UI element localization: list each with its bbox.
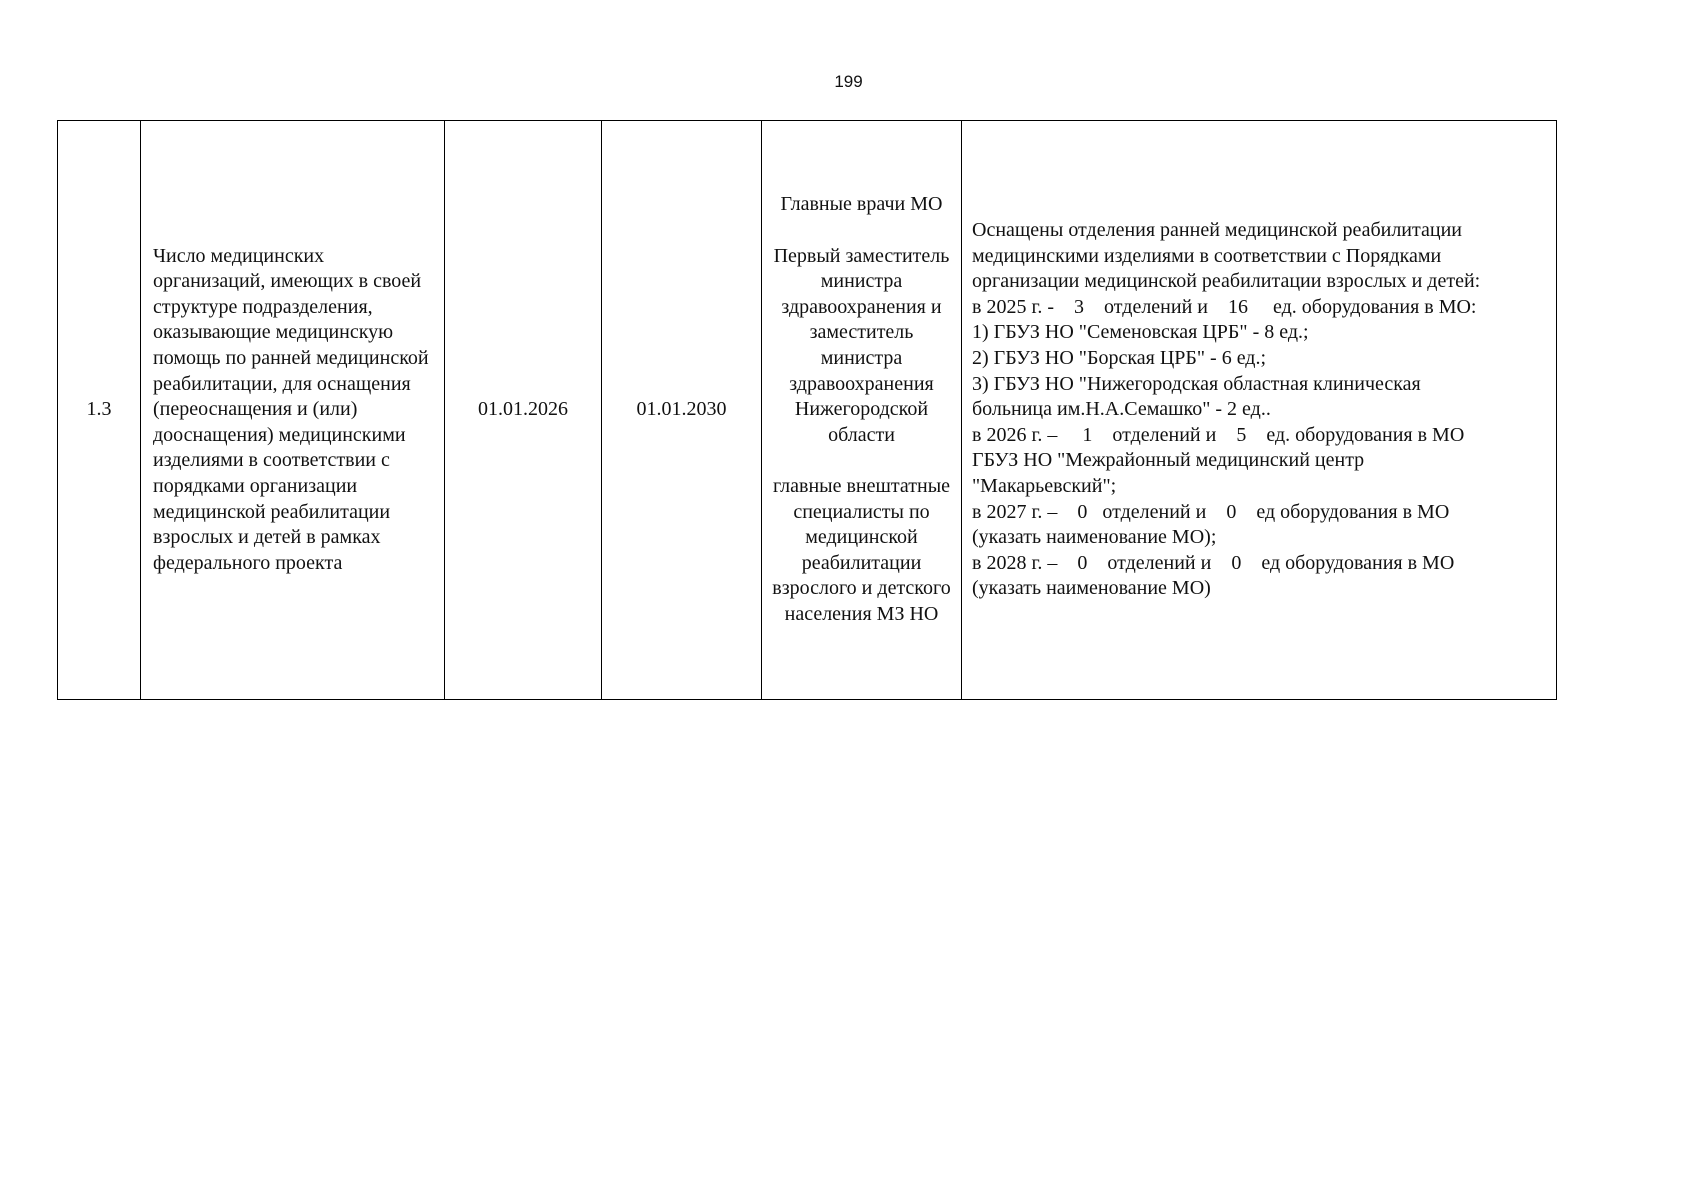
responsible-chief-specialists: главные внештатные специалисты по медицинской реабилитации взрослого и детского населения МЗ НО xyxy=(772,474,951,625)
result-line: ГБУЗ НО "Межрайонный медицинский центр xyxy=(972,449,1365,472)
responsible-deputy-ministers: Первый заместитель министра здравоохранения и заместитель министра здравоохранения Нижегородской области xyxy=(773,244,950,446)
result-line: Оснащены отделения ранней медицинской реабилитации xyxy=(972,219,1462,242)
result-line: в 2025 г. - 3 отделений и 16 ед. оборудования в МО: xyxy=(972,295,1477,318)
table-row xyxy=(58,121,1557,700)
row-number-cell: 1.3 xyxy=(58,121,141,700)
page-number: 199 xyxy=(834,72,863,91)
indicator-name-text: Число медицинских организаций, имеющих в своей структуре подразделения, оказывающие медицинскую помощь по ранней медицинской реабилитации, для оснащения (переоснащения и (или) дооснащения) медицинскими изделиями в соответствии с порядками организации медицинской реабилитации взрослых и детей в рамках федерального проекта xyxy=(153,244,429,574)
result-line: в 2027 г. – 0 отделений и 0 ед оборудования в МО xyxy=(972,500,1450,523)
result-line: 2) ГБУЗ НО "Борская ЦРБ" - 6 ед.; xyxy=(972,347,1267,370)
start-date-cell: 01.01.2026 xyxy=(445,121,602,700)
result-line: организации медицинской реабилитации взрослых и детей: xyxy=(972,270,1481,293)
responsible-cell xyxy=(762,121,962,700)
result-line: в 2028 г. – 0 отделений и 0 ед оборудования в МО xyxy=(972,551,1455,574)
result-line: "Макарьевский"; xyxy=(972,474,1117,497)
plan-table xyxy=(57,120,1557,700)
result-cell xyxy=(962,121,1557,700)
result-line: 1) ГБУЗ НО "Семеновская ЦРБ" - 8 ед.; xyxy=(972,321,1309,344)
result-line: (указать наименование МО); xyxy=(972,526,1217,549)
result-line: (указать наименование МО) xyxy=(972,577,1211,600)
responsible-chief-doctors: Главные врачи МО xyxy=(780,193,943,216)
end-date-cell: 01.01.2030 xyxy=(602,121,762,700)
indicator-name-cell xyxy=(141,121,445,700)
result-line: 3) ГБУЗ НО "Нижегородская областная клиническая xyxy=(972,372,1421,395)
result-line: в 2026 г. – 1 отделений и 5 ед. оборудования в МО xyxy=(972,423,1465,446)
result-line: больница им.Н.А.Семашко" - 2 ед.. xyxy=(972,398,1271,421)
result-line: медицинскими изделиями в соответствии с Порядками xyxy=(972,244,1442,267)
